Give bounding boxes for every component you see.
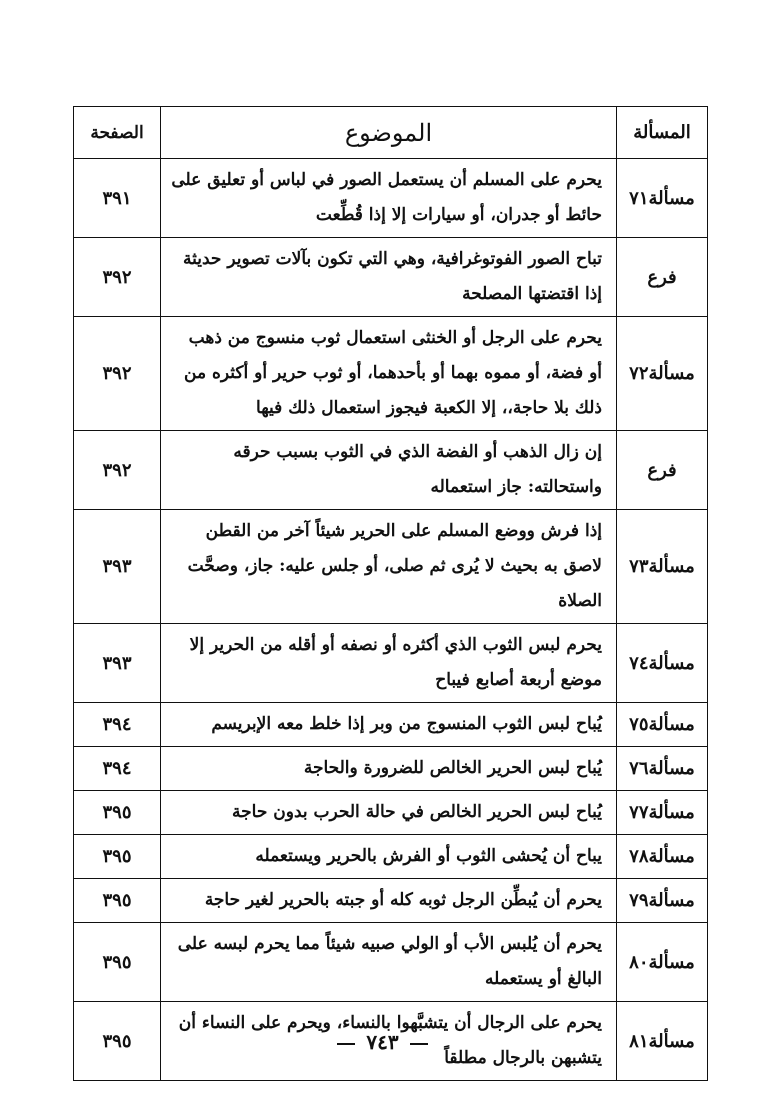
- row-page: ٣٩٥: [74, 879, 161, 923]
- row-page: ٣٩٥: [74, 1002, 161, 1081]
- header-topic: الموضوع: [161, 107, 617, 159]
- table-row: [74, 624, 708, 703]
- index-table: [73, 106, 708, 1081]
- row-number: مسألة٧١: [617, 159, 708, 238]
- row-topic: يحرم على الرجال أن يتشبَّهوا بالنساء، ويحرم على النساء أن يتشبهن بالرجال مطلقاً: [161, 1002, 617, 1081]
- footer-dash-right: [410, 1043, 428, 1045]
- row-topic: إن زال الذهب أو الفضة الذي في الثوب بسبب حرقه واستحالته: جاز استعماله: [161, 431, 617, 510]
- row-page: ٣٩٢: [74, 238, 161, 317]
- table-row: [74, 317, 708, 431]
- row-number: فرع: [617, 238, 708, 317]
- page-number: ٧٤٣: [366, 1030, 399, 1054]
- row-topic: يُباح لبس الحرير الخالص في حالة الحرب بدون حاجة: [161, 791, 617, 835]
- table-header-row: [74, 107, 708, 159]
- table-row: [74, 791, 708, 835]
- table-row: [74, 703, 708, 747]
- row-page: ٣٩٤: [74, 703, 161, 747]
- row-topic: يحرم لبس الثوب الذي أكثره أو نصفه أو أقله من الحرير إلا موضع أربعة أصابع فيباح: [161, 624, 617, 703]
- row-number: مسألة٧٣: [617, 510, 708, 624]
- row-topic: يُباح لبس الثوب المنسوج من وبر إذا خلط معه الإبريسم: [161, 703, 617, 747]
- row-number: مسألة٨١: [617, 1002, 708, 1081]
- row-number: مسألة٧٦: [617, 747, 708, 791]
- header-page: الصفحة: [74, 107, 161, 159]
- table-row: [74, 159, 708, 238]
- row-page: ٣٩٥: [74, 923, 161, 1002]
- row-number: مسألة٨٠: [617, 923, 708, 1002]
- row-topic: يباح أن يُحشى الثوب أو الفرش بالحرير ويستعمله: [161, 835, 617, 879]
- row-number: فرع: [617, 431, 708, 510]
- table-row: [74, 747, 708, 791]
- page-footer: [0, 1030, 765, 1054]
- row-topic: يحرم على المسلم أن يستعمل الصور في لباس أو تعليق على حائط أو جدران، أو سيارات إلا إذا قُطِّعت: [161, 159, 617, 238]
- table-row: [74, 923, 708, 1002]
- row-page: ٣٩٣: [74, 510, 161, 624]
- row-page: ٣٩٤: [74, 747, 161, 791]
- header-number: المسألة: [617, 107, 708, 159]
- row-topic: إذا فرش ووضع المسلم على الحرير شيئاً آخر من القطن لاصق به بحيث لا يُرى ثم صلى، أو جلس عليه: جاز، وصحَّت الصلاة: [161, 510, 617, 624]
- row-page: ٣٩٢: [74, 317, 161, 431]
- row-number: مسألة٧٤: [617, 624, 708, 703]
- row-number: مسألة٧٢: [617, 317, 708, 431]
- row-topic: تباح الصور الفوتوغرافية، وهي التي تكون بآلات تصوير حديثة إذا اقتضتها المصلحة: [161, 238, 617, 317]
- table-row: [74, 879, 708, 923]
- table-row: [74, 835, 708, 879]
- row-number: مسألة٧٩: [617, 879, 708, 923]
- footer-dash-left: [337, 1043, 355, 1045]
- row-number: مسألة٧٨: [617, 835, 708, 879]
- row-topic: يحرم أن يُلبس الأب أو الولي صبيه شيئاً مما يحرم لبسه على البالغ أو يستعمله: [161, 923, 617, 1002]
- row-topic: يُباح لبس الحرير الخالص للضرورة والحاجة: [161, 747, 617, 791]
- row-page: ٣٩١: [74, 159, 161, 238]
- row-number: مسألة٧٥: [617, 703, 708, 747]
- table-row: [74, 510, 708, 624]
- row-page: ٣٩٢: [74, 431, 161, 510]
- row-topic: يحرم على الرجل أو الخنثى استعمال ثوب منسوج من ذهب أو فضة، أو مموه بهما أو بأحدهما، أو ثوب حرير أو أكثره من ذلك بلا حاجة،، إلا الكعبة فيجوز استعمال ذلك فيها: [161, 317, 617, 431]
- row-number: مسألة٧٧: [617, 791, 708, 835]
- table-row: [74, 431, 708, 510]
- row-page: ٣٩٥: [74, 835, 161, 879]
- row-page: ٣٩٥: [74, 791, 161, 835]
- row-topic: يحرم أن يُبطِّن الرجل ثوبه كله أو جبته بالحرير لغير حاجة: [161, 879, 617, 923]
- row-page: ٣٩٣: [74, 624, 161, 703]
- table-row: [74, 238, 708, 317]
